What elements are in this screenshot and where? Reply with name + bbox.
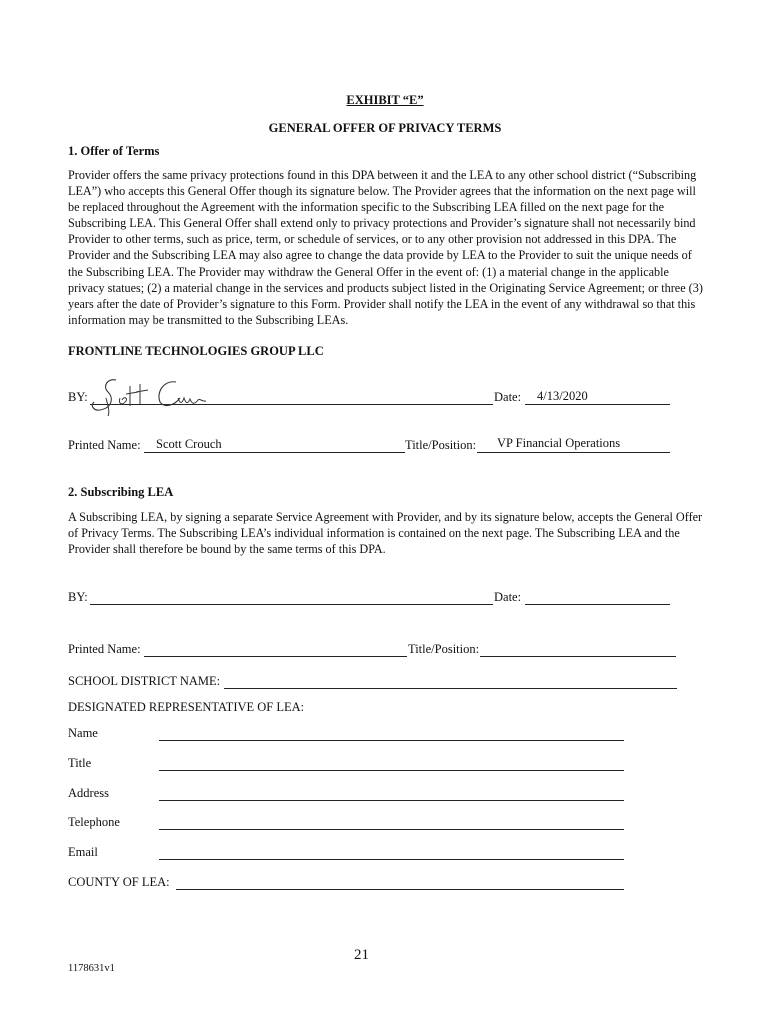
provider-title-label: Title/Position:	[405, 438, 477, 452]
rep-address-label: Address	[68, 786, 109, 800]
rep-name-line	[159, 740, 624, 741]
lea-signature-line	[90, 604, 493, 605]
provider-title-value: VP Financial Operations	[497, 436, 621, 450]
section2-heading: 2. Subscribing LEA	[68, 485, 174, 499]
provider-date-label: Date:	[494, 390, 522, 404]
provider-date-value: 4/13/2020	[537, 389, 588, 403]
lea-date-line	[525, 604, 670, 605]
page-number: 21	[354, 947, 369, 963]
provider-title-line	[477, 452, 670, 453]
provider-by-label: BY:	[68, 390, 88, 404]
rep-address-line	[159, 800, 624, 801]
exhibit-title: EXHIBIT “E”	[346, 93, 424, 107]
school-district-label: SCHOOL DISTRICT NAME:	[68, 674, 221, 688]
county-label: COUNTY OF LEA:	[68, 875, 170, 889]
company-name: FRONTLINE TECHNOLOGIES GROUP LLC	[68, 344, 324, 358]
provider-printed-name-label: Printed Name:	[68, 438, 141, 452]
provider-date-line	[525, 404, 670, 405]
designated-rep-label: DESIGNATED REPRESENTATIVE OF LEA:	[68, 700, 305, 714]
lea-printed-name-line	[144, 656, 407, 657]
document-heading: GENERAL OFFER OF PRIVACY TERMS	[268, 121, 502, 135]
rep-email-label: Email	[68, 845, 98, 859]
section2-body: A Subscribing LEA, by signing a separate Service Agreement with Provider, and by its signature below, accepts the General Offer of Privacy Terms. The Subscribing LEA’s individual information is contained on the next page. The Subscribing LEA and the Provider shall therefore be bound by the same terms of this DPA.	[68, 510, 703, 557]
school-district-line	[224, 688, 677, 689]
lea-title-label: Title/Position:	[408, 642, 480, 656]
document-id: 1178631v1	[68, 963, 115, 974]
rep-name-label: Name	[68, 726, 98, 740]
section1-body: Provider offers the same privacy protections found in this DPA between it and the LEA to any other school district (“Subscribing LEA”) who accepts this General Offer though its signature below. The Provider agrees that the information on the next page will be replaced throughout the Agreement with the information specific to the Subscribing LEA filled on the next page for the Subscribing LEA. This General Offer shall extend only to privacy protections and Provider’s signature shall not necessarily bind Provider to other terms, such as price, term, or schedule of services, or to any other provision not addressed in this DPA. The Provider and the Subscribing LEA may also agree to change the data provide by LEA to the Provider to suit the unique needs of the Subscribing LEA. The Provider may withdraw the General Offer in the event of: (1) a material change in the applicable privacy statues; (2) a material change in the services and products subject listed in the Originating Service Agreement; or three (3) years after the date of Provider’s signature to this Form. Provider shall notify the LEA in the event of any withdrawal so that this information may be transmitted to the Subscribing LEAs.	[68, 168, 703, 327]
rep-title-label: Title	[68, 756, 92, 770]
lea-printed-name-label: Printed Name:	[68, 642, 141, 656]
provider-signature	[86, 368, 216, 420]
lea-by-label: BY:	[68, 590, 88, 604]
rep-email-line	[159, 859, 624, 860]
lea-date-label: Date:	[494, 590, 522, 604]
section1-heading: 1. Offer of Terms	[68, 144, 160, 158]
rep-telephone-label: Telephone	[68, 815, 120, 829]
rep-telephone-line	[159, 829, 624, 830]
county-line	[176, 889, 624, 890]
lea-title-line	[480, 656, 676, 657]
provider-printed-name-line	[144, 452, 405, 453]
provider-printed-name-value: Scott Crouch	[156, 437, 222, 451]
rep-title-line	[159, 770, 624, 771]
